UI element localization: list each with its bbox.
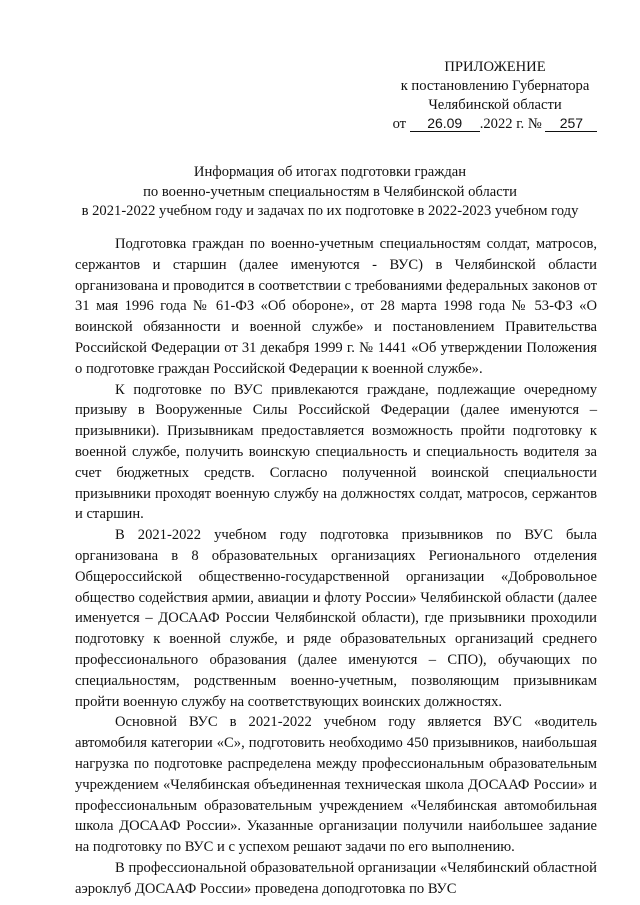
appendix-line-1: к постановлению Губернатора xyxy=(400,78,590,94)
appendix-title: ПРИЛОЖЕНИЕ xyxy=(444,59,546,75)
title-line-2: по военно-учетным специальностям в Челябинской области xyxy=(143,183,517,200)
paragraph: В 2021-2022 учебном году подготовка призывников по ВУС была организована в 8 образовательных организациях Регионального отделения Общероссийской общественно-государственной организации «Добровольное общество содействия армии, авиации и флоту России» Челябинской области (далее именуется – ДОСААФ России Челябинской области), где призывники проходили подготовку к военной службе, и ряде образовательных организаций среднего профессионального образования (далее именуются – СПО), обучающих по специальностям, родственным военно-учетным, позволяющим призывникам пройти военную службу на соответствующих воинских должностях. xyxy=(75,527,597,710)
paragraph: К подготовке по ВУС привлекаются граждане, подлежащие очередному призыву в Вооруженные Силы Российской Федерации (далее именуются – призывники). Призывникам предоставляется возможность пройти подготовку к военной службе, получить воинскую специальность и специальность водителя за счет бюджетных средств. Согласно полученной воинской специальности призывники проходят военную службу на должностях солдат, матросов, сержантов и старшин. xyxy=(75,381,597,523)
paragraph: В профессиональной образовательной организации «Челябинский областной аэроклуб ДОСААФ России» проведена доподготовка по ВУС xyxy=(75,859,597,897)
decree-number: 257 xyxy=(545,115,597,132)
document-body xyxy=(75,234,597,900)
year-number-label: .2022 г. № xyxy=(479,116,542,132)
paragraph: Подготовка граждан по военно-учетным специальностям солдат, матросов, сержантов и старшин (далее именуются - ВУС) в Челябинской области организована и проводится в соответствии с требованиями федеральных законов от 31 мая 1996 года № 61-ФЗ «Об обороне», от 28 марта 1998 года № 53-ФЗ «О воинской обязанности и военной службе» и постановлением Правительства Российской Федерации от 31 декабря 1999 г. № 1441 «Об утверждении Положения о подготовке граждан Российской Федерации к военной службе». xyxy=(75,236,598,377)
decree-date: 26.09 xyxy=(410,115,480,132)
title-line-3: в 2021-2022 учебном году и задачах по их подготовке в 2022-2023 учебном году xyxy=(81,203,579,219)
appendix-line-2: Челябинской области xyxy=(428,97,562,113)
paragraph: Основной ВУС в 2021-2022 учебном году является ВУС «водитель автомобиля категории «С», подготовить необходимо 450 призывников, наибольшая нагрузка по подготовке распределена между профессиональным образовательным учреждением «Челябинская объединенная техническая школа ДОСААФ России» и профессиональным образовательным учреждением «Челябинская автомобильная школа ДОСААФ России». Указанные организации получили наибольшее задание на подготовку по ВУС и с успехом решают задачи по его выполнению. xyxy=(75,714,597,856)
title-line-1: Информация об итогах подготовки граждан xyxy=(193,164,467,180)
document-title xyxy=(60,163,600,222)
appendix-block xyxy=(380,58,610,134)
appendix-date-row xyxy=(380,115,610,134)
from-label: от xyxy=(392,116,407,132)
